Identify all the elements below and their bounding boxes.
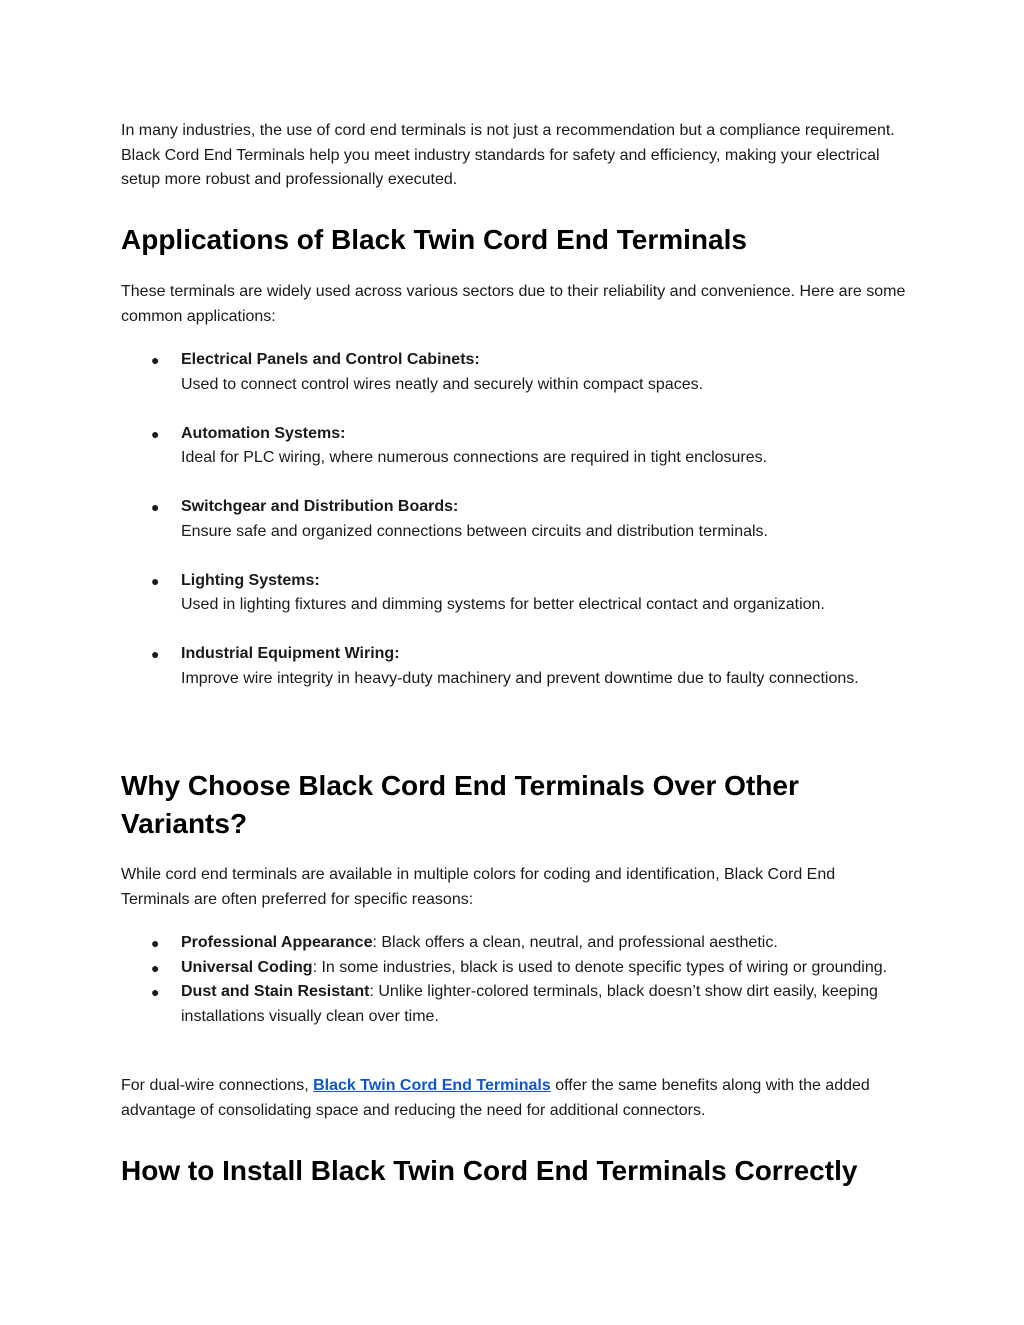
list-item bbox=[0, 956, 921, 981]
item-title: Universal Coding bbox=[181, 958, 313, 976]
item-title: Lighting Systems: bbox=[181, 571, 320, 589]
item-title: Switchgear and Distribution Boards: bbox=[181, 498, 459, 515]
why-choose-intro: While cord end terminals are available in multiple colors for coding and identification, Black Cord End Terminals are often preferred for specific reasons: bbox=[121, 866, 836, 908]
dual-wire-paragraph bbox=[121, 1074, 921, 1123]
bullet-icon: ● bbox=[151, 646, 160, 662]
item-text: Used to connect control wires neatly and securely within compact spaces. bbox=[181, 375, 704, 393]
item-title: Dust and Stain Resistant bbox=[181, 983, 370, 1000]
section-heading-install: How to Install Black Twin Cord End Terminals Correctly bbox=[121, 1155, 858, 1186]
item-text: : Unlike lighter-colored terminals, black doesn’t show dirt easily, keeping installations visually clean over time. bbox=[181, 983, 878, 1025]
list-item bbox=[0, 422, 921, 471]
section-heading-why-choose: Why Choose Black Cord End Terminals Over Other Variants? bbox=[121, 770, 799, 839]
black-twin-cord-end-terminals-link[interactable]: Black Twin Cord End Terminals bbox=[313, 1077, 551, 1094]
list-item bbox=[0, 495, 921, 544]
item-title: Automation Systems: bbox=[181, 424, 346, 442]
bullet-icon: ● bbox=[151, 499, 160, 515]
section-heading-applications: Applications of Black Twin Cord End Terminals bbox=[121, 224, 747, 255]
applications-list bbox=[0, 348, 1024, 691]
bullet-icon: ● bbox=[151, 959, 160, 976]
list-item bbox=[0, 569, 921, 618]
bullet-icon: ● bbox=[151, 352, 160, 368]
item-text: Ideal for PLC wiring, where numerous connections are required in tight enclosures. bbox=[181, 449, 768, 466]
item-title: Professional Appearance bbox=[181, 934, 373, 951]
item-title: Electrical Panels and Control Cabinets: bbox=[181, 351, 480, 368]
item-text: : In some industries, black is used to denote specific types of wiring or grounding. bbox=[312, 958, 888, 976]
list-item bbox=[0, 931, 921, 956]
list-item bbox=[0, 980, 921, 1029]
bullet-icon: ● bbox=[151, 935, 160, 951]
bullet-icon: ● bbox=[151, 984, 160, 1000]
list-item bbox=[0, 642, 921, 691]
item-text: : Black offers a clean, neutral, and professional aesthetic. bbox=[372, 934, 778, 951]
reasons-list bbox=[0, 931, 1024, 1029]
item-text: Improve wire integrity in heavy-duty machinery and prevent downtime due to faulty connections. bbox=[181, 669, 859, 687]
applications-intro: These terminals are widely used across various sectors due to their reliability and convenience. Here are some common applications: bbox=[121, 283, 906, 325]
bullet-icon: ● bbox=[151, 572, 160, 589]
closing-text-after: offer the same benefits along with the added advantage of consolidating space and reducing the need for additional connectors. bbox=[121, 1077, 870, 1119]
intro-paragraph: In many industries, the use of cord end terminals is not just a recommendation but a compliance requirement. Black Cord End Terminals help you meet industry standards for safety and efficiency, making your electrical setup more robust and professionally executed. bbox=[121, 122, 895, 188]
item-text: Used in lighting fixtures and dimming systems for better electrical contact and organization. bbox=[181, 596, 825, 613]
item-text: Ensure safe and organized connections between circuits and distribution terminals. bbox=[181, 522, 768, 540]
bullet-icon: ● bbox=[151, 425, 160, 442]
list-item bbox=[0, 348, 921, 397]
closing-text-before: For dual-wire connections, bbox=[121, 1077, 314, 1094]
item-title: Industrial Equipment Wiring: bbox=[181, 645, 400, 662]
